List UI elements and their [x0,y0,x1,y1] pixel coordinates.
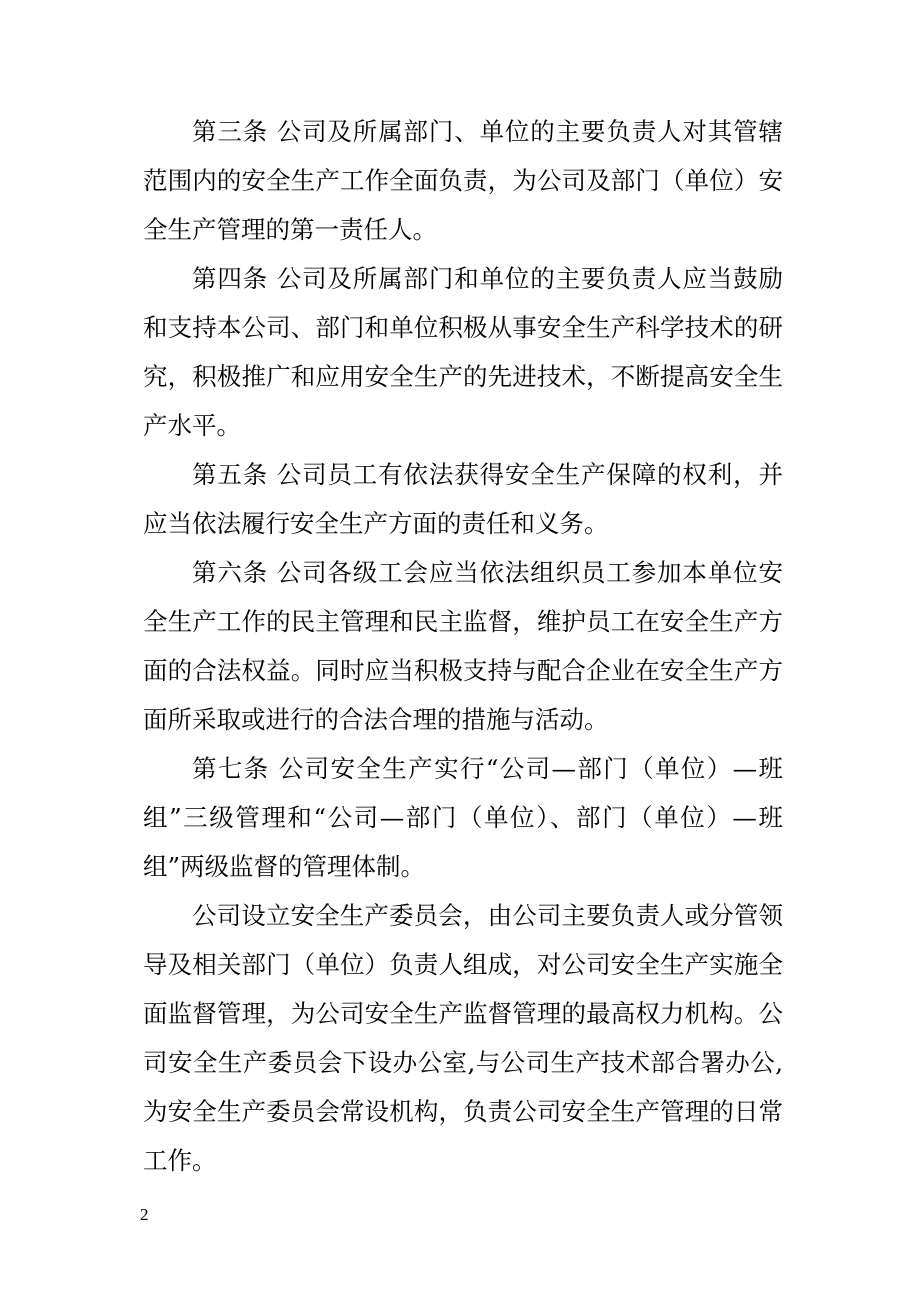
text-line: 应当依法履行安全生产方面的责任和义务。 [143,509,609,538]
text-line: 导及相关部门（单位）负责人组成，对公司安全生产实施全 [143,950,783,979]
text-line: 组”三级管理和“公司—部门（单位）、部门（单位）—班 [143,803,783,832]
text-line: 究，积极推广和应用安全生产的先进技术，不断提高安全生 [143,362,783,391]
page-number: 2 [140,1205,149,1224]
text-line: 司安全生产委员会下设办公室,与公司生产技术部合署办公, [143,1048,783,1077]
text-line: 全生产管理的第一责任人。 [143,215,437,244]
text-line: 第四条 公司及所属部门和单位的主要负责人应当鼓励 [192,264,783,293]
text-line: 全生产工作的民主管理和民主监督，维护员工在安全生产方 [143,607,783,636]
text-line: 范围内的安全生产工作全面负责，为公司及部门（单位）安 [143,166,783,195]
text-line: 面监督管理，为公司安全生产监督管理的最高权力机构。公 [143,999,783,1028]
text-line: 产水平。 [143,411,241,440]
text-line: 工作。 [143,1146,217,1175]
text-line: 面所采取或进行的合法合理的措施与活动。 [143,705,609,734]
text-line: 公司设立安全生产委员会，由公司主要负责人或分管领 [192,901,783,930]
text-line: 第五条 公司员工有依法获得安全生产保障的权利，并 [192,460,783,489]
text-line: 第七条 公司安全生产实行“公司—部门（单位）—班 [192,754,783,783]
text-line: 面的合法权益。同时应当积极支持与配合企业在安全生产方 [143,656,783,685]
text-line: 和支持本公司、部门和单位积极从事安全生产科学技术的研 [143,313,783,342]
text-line: 为安全生产委员会常设机构，负责公司安全生产管理的日常 [143,1097,783,1126]
text-line: 组”两级监督的管理体制。 [143,852,426,881]
text-line: 第六条 公司各级工会应当依法组织员工参加本单位安 [192,558,783,587]
text-line: 第三条 公司及所属部门、单位的主要负责人对其管辖 [192,117,783,146]
